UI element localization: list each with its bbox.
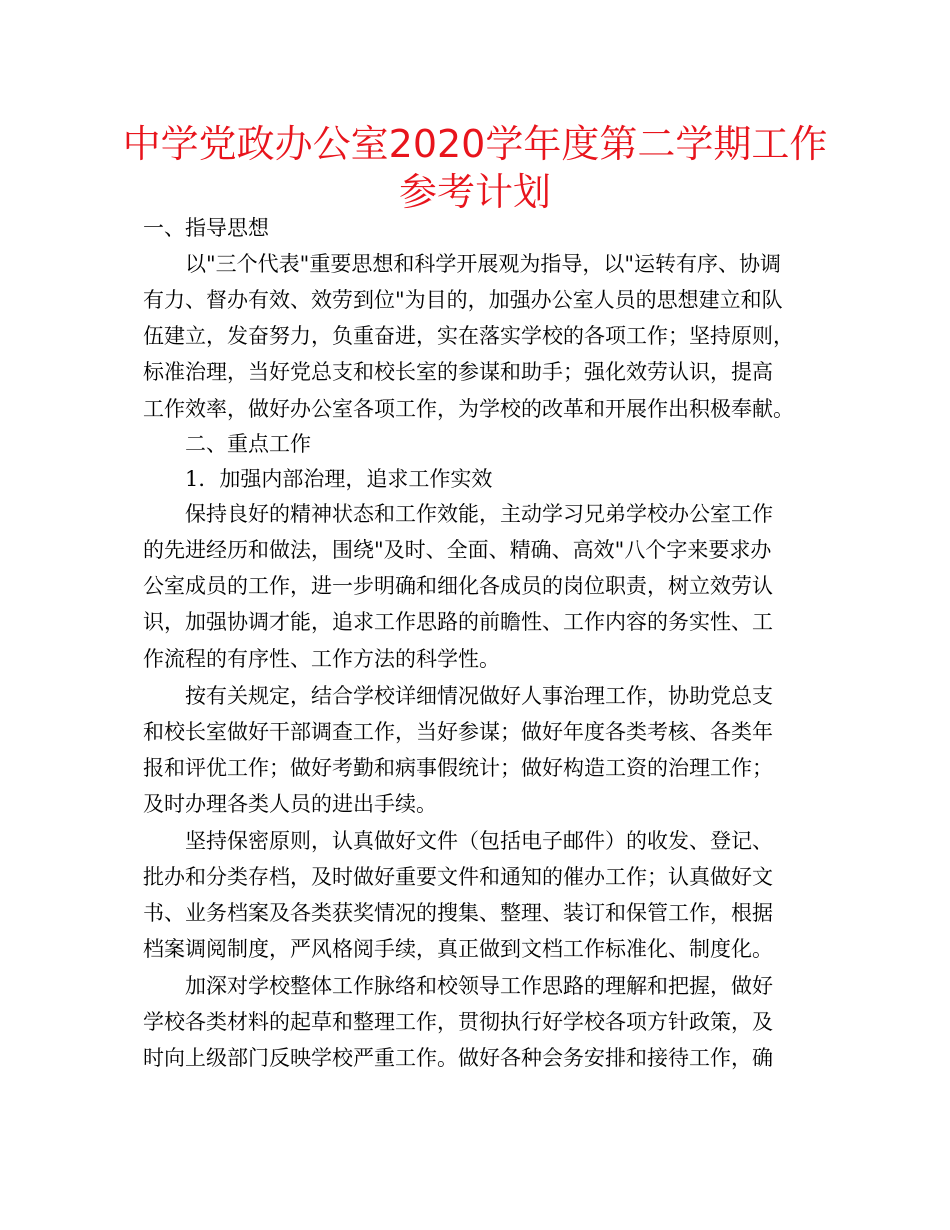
paragraph-line: 按有关规定，结合学校详细情况做好人事治理工作，协助党总支 [185,684,773,708]
paragraph-line: 书、业务档案及各类获奖情况的搜集、整理、装订和保管工作，根据 [143,901,773,925]
section-heading-guiding-ideology: 一、指导思想 [143,216,269,240]
paragraph-line: 以"三个代表"重要思想和科学开展观为指导，以"运转有序、协调 [185,252,781,276]
subsection-heading: 1．加强内部治理，追求工作实效 [185,467,493,491]
paragraph-line: 加深对学校整体工作脉络和校领导工作思路的理解和把握，做好 [185,974,773,998]
paragraph-line: 时向上级部门反映学校严重工作。做好各种会务安排和接待工作，确 [143,1046,773,1070]
paragraph-line: 标准治理，当好党总支和校长室的参谋和助手；强化效劳认识，提高 [143,360,773,384]
paragraph-line: 批办和分类存档，及时做好重要文件和通知的催办工作；认真做好文 [143,865,773,889]
paragraph-line: 识，加强协调才能，追求工作思路的前瞻性、工作内容的务实性、工 [143,610,773,634]
paragraph-line: 及时办理各类人员的进出手续。 [143,792,437,816]
paragraph-line: 的先进经历和做法，围绕"及时、全面、精确、高效"八个字来要求办 [143,538,772,562]
paragraph-line: 有力、督办有效、效劳到位"为目的，加强办公室人员的思想建立和队 [143,288,783,312]
paragraph-line: 保持良好的精神状态和工作效能，主动学习兄弟学校办公室工作 [185,502,773,526]
paragraph-line: 工作效率，做好办公室各项工作，为学校的改革和开展作出积极奉献。 [143,397,794,421]
paragraph-line: 公室成员的工作，进一步明确和细化各成员的岗位职责，树立效劳认 [143,574,773,598]
document-title-line-2: 参考计划 [398,170,551,214]
paragraph-line: 学校各类材料的起草和整理工作，贯彻执行好学校各项方针政策，及 [143,1010,773,1034]
paragraph-line: 作流程的有序性、工作方法的科学性。 [143,647,500,671]
paragraph-line: 伍建立，发奋努力，负重奋进，实在落实学校的各项工作；坚持原则， [143,324,794,348]
paragraph-line: 和校长室做好干部调查工作，当好参谋；做好年度各类考核、各类年 [143,720,773,744]
paragraph-line: 档案调阅制度，严风格阅手续，真正做到文档工作标准化、制度化。 [143,937,773,961]
document-title-line-1: 中学党政办公室2020学年度第二学期工作 [122,122,828,166]
paragraph-line: 报和评优工作；做好考勤和病事假统计；做好构造工资的治理工作； [143,756,773,780]
section-heading-key-work: 二、重点工作 [185,432,311,456]
paragraph-line: 坚持保密原则，认真做好文件（包括电子邮件）的收发、登记、 [185,829,773,853]
